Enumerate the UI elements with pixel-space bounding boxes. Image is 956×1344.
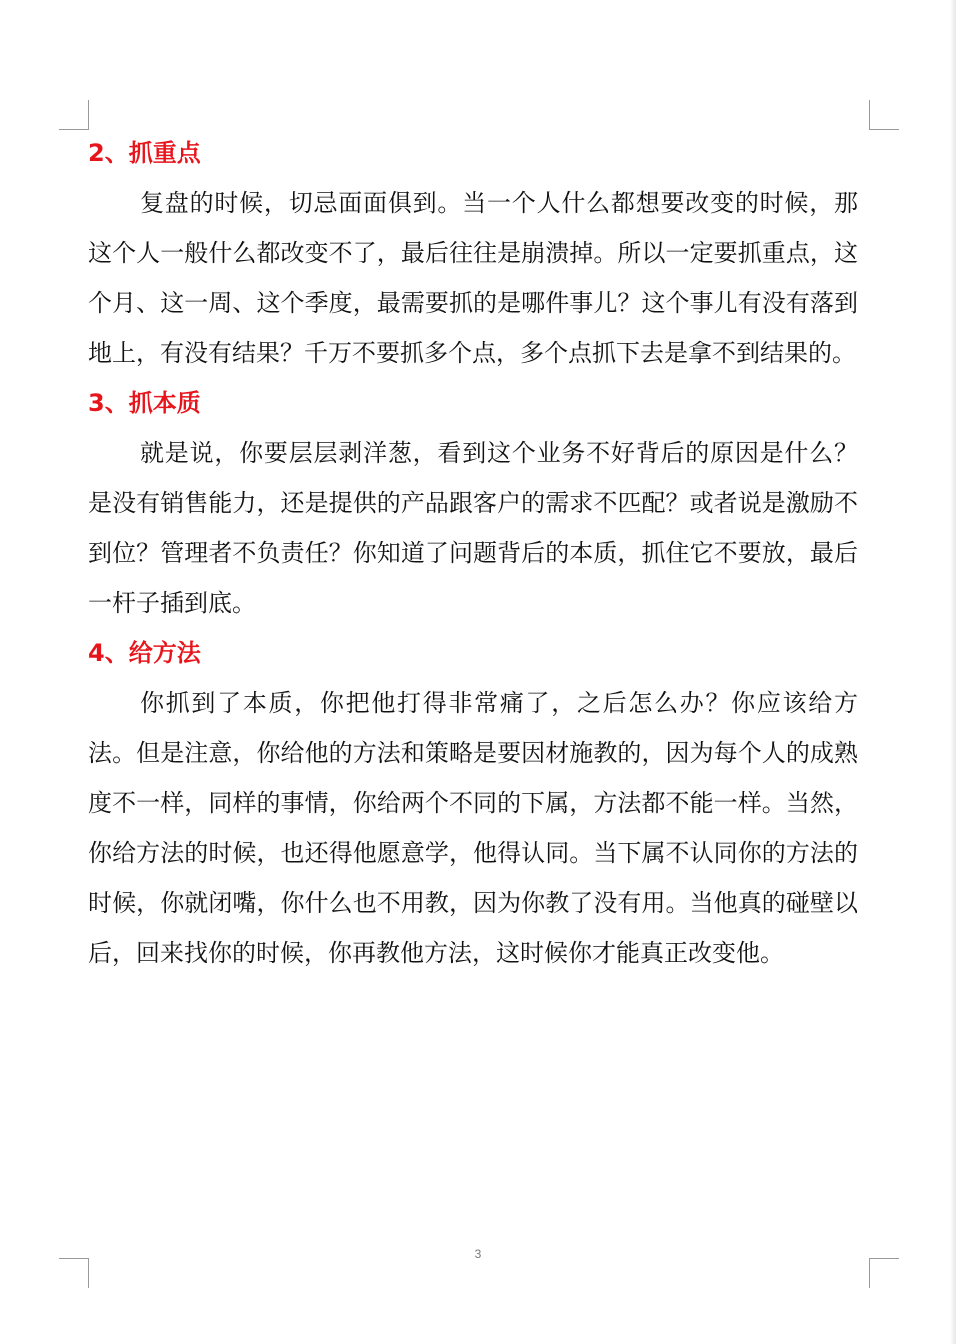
crop-mark-top-left-horizontal [59,129,89,130]
crop-mark-top-right-horizontal [869,129,899,130]
crop-mark-bottom-right-vertical [869,1258,870,1288]
page-number: 3 [474,1247,482,1261]
crop-mark-top-left-vertical [88,100,89,130]
section-heading: 3、抓本质 [88,389,201,417]
document-body [88,128,858,978]
section-paragraph: 就是说，你要层层剥洋葱，看到这个业务不好背后的原因是什么？是没有销售能力，还是提供的产品跟客户的需求不匹配？或者说是激励不到位？管理者不负责任？你知道了问题背后的本质，抓住它不要放，最后一杆子插到底。 [88,439,858,617]
page-edge-shadow [950,0,956,1344]
section-paragraph: 复盘的时候，切忌面面俱到。当一个人什么都想要改变的时候，那这个人一般什么都改变不了，最后往往是崩溃掉。所以一定要抓重点，这个月、这一周、这个季度，最需要抓的是哪件事儿？这个事儿有没有落到地上，有没有结果？千万不要抓多个点，多个点抓下去是拿不到结果的。 [88,189,858,367]
section-paragraph: 你抓到了本质，你把他打得非常痛了，之后怎么办？你应该给方法。但是注意，你给他的方法和策略是要因材施教的，因为每个人的成熟度不一样，同样的事情，你给两个不同的下属，方法都不能一样。当然，你给方法的时候，也还得他愿意学，他得认同。当下属不认同你的方法的时候，你就闭嘴，你什么也不用教，因为你教了没有用。当他真的碰壁以后，回来找你的时候，你再教他方法，这时候你才能真正改变他。 [88,689,858,967]
crop-mark-bottom-left-vertical [88,1258,89,1288]
crop-mark-top-right-vertical [869,100,870,130]
section-heading: 4、给方法 [88,639,201,667]
section-heading: 2、抓重点 [88,139,201,167]
